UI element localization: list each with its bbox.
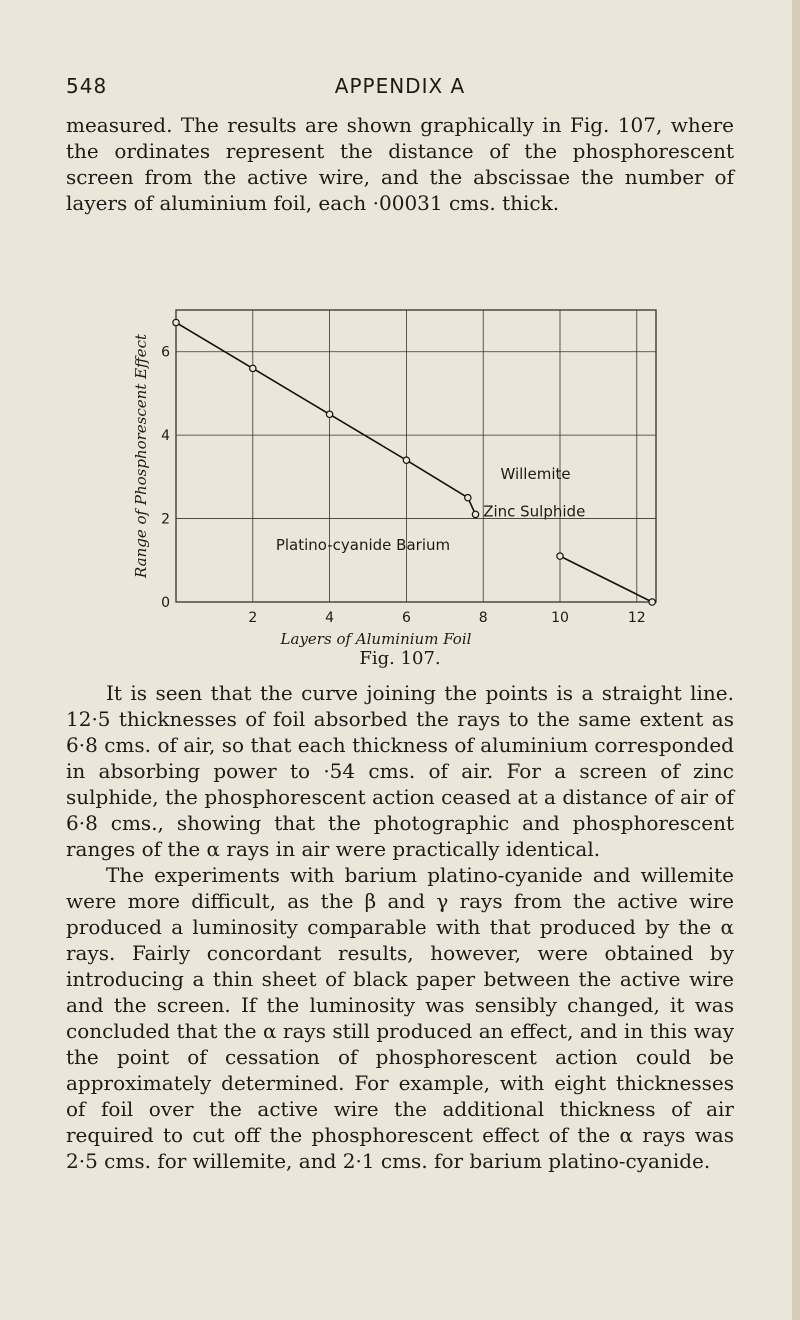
data-point [472, 511, 478, 517]
running-title: APPENDIX A [334, 74, 466, 98]
y-tick-label: 0 [161, 595, 170, 611]
annotation-platino-cyanide: Platino-cyanide Barium [275, 535, 451, 554]
y-tick-label: 4 [161, 428, 170, 445]
data-point [465, 495, 471, 501]
page-edge [792, 0, 800, 1320]
series-line [176, 323, 476, 515]
figure-107 [120, 290, 680, 670]
data-point [649, 599, 655, 605]
range-chart [120, 290, 680, 648]
paragraph-intro: measured. The results are shown graphically in Fig. 107, where the ordinates represent the distance of the phosphorescent screen from the active wire, and the abscissae the number of layers of aluminium foil, each ·00031 cms. thick. [66, 113, 734, 215]
y-axis-label: Range of Phosphorescent Effect [132, 334, 150, 578]
x-tick-label: 8 [478, 610, 488, 626]
x-tick-label: 10 [551, 610, 569, 626]
page-number: 548 [66, 74, 108, 98]
data-point [326, 411, 332, 417]
y-tick-label: 2 [161, 511, 170, 528]
data-point [403, 457, 409, 463]
series-line [560, 556, 652, 602]
x-tick-label: 6 [401, 610, 411, 626]
x-tick-label: 2 [248, 610, 258, 626]
data-point [557, 553, 563, 559]
x-axis-label: Layers of Aluminium Foil [280, 630, 472, 648]
data-point [250, 365, 256, 371]
page-header [66, 74, 734, 102]
paragraph-straight-line: It is seen that the curve joining the points is a straight line. 12·5 thicknesses of foil absorbed the rays to the same extent as 6·8 cms. of air, so that each thickness of aluminium corresponded in absorbing power to ·54 cms. of air. For a screen of zinc sulphide, the phosphorescent action ceased at a distance of air of 6·8 cms., showing that the photographic and phosphorescent ranges of the α rays in air were practically identical. [66, 681, 734, 861]
paragraph-experiments: The experiments with barium platino-cyanide and willemite were more difficult, as the β and γ rays from the active wire produced a luminosity comparable with that produced by the α rays. Fairly concordant results, however, were obtained by introducing a thin sheet of black paper between the active wire and the screen. If the luminosity was sensibly changed, it was concluded that the α rays still produced an effect, and in this way the point of cessation of phosphorescent action could be approximately determined. For example, with eight thicknesses of foil over the active wire the additional thickness of air required to cut off the phosphorescent effect of the α rays was 2·5 cms. for willemite, and 2·1 cms. for barium platino-cyanide. [66, 863, 734, 1173]
annotation-zinc-sulphide: Zinc Sulphide [483, 502, 586, 521]
y-tick-label: 6 [161, 344, 170, 361]
annotation-willemite: Willemite [500, 464, 571, 483]
figure-caption: Fig. 107. [359, 648, 441, 669]
plot-frame [176, 310, 656, 602]
x-tick-label: 4 [325, 610, 335, 626]
x-tick-label: 12 [627, 610, 646, 626]
data-point [173, 319, 179, 325]
